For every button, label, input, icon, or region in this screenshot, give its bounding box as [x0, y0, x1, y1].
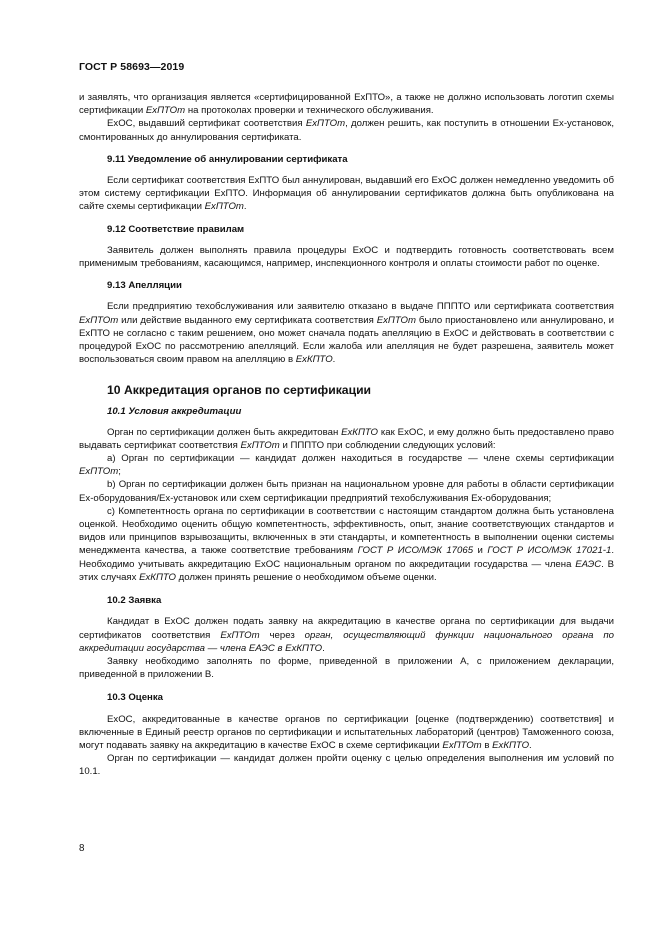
section-heading-10-1: 10.1 Условия аккредитации	[107, 406, 242, 418]
paragraph	[79, 174, 614, 214]
text-run-italic: ExКПТО	[139, 571, 177, 583]
text-run: .	[529, 739, 532, 751]
text-run-italic: ExПТОm	[204, 201, 244, 213]
text-run: a) Орган по сертификации — кандидат должен находиться в государстве — члене схемы сертификации	[107, 453, 614, 465]
text-run-italic: ЕАЭС	[575, 558, 602, 570]
text-run-italic: ExКПТО	[295, 354, 333, 366]
text-run: Орган по сертификации должен быть аккредитован	[107, 426, 342, 438]
text-run-italic: ExПТОm	[442, 739, 482, 751]
text-run-italic: ExКПТО	[341, 426, 379, 438]
paragraph	[79, 117, 614, 143]
list-item-c	[79, 505, 614, 584]
text-run: . В этих случаях	[79, 558, 615, 583]
text-run: .	[332, 354, 336, 366]
document-code-header: ГОСТ Р 58693—2019	[79, 61, 185, 73]
text-run-italic: ExПТОm	[305, 118, 346, 130]
text-run-italic: ГОСТ Р ИСО/МЭК 17021-1	[487, 545, 612, 557]
section-heading-10-3: 10.3 Оценка	[107, 692, 163, 704]
text-run: должен принять решение о необходимом объеме оценки.	[176, 571, 437, 583]
text-run-italic: ExПТОm	[79, 314, 119, 326]
text-run-italic: ExКПТО	[492, 739, 530, 751]
page-content	[79, 91, 614, 779]
text-run-italic: ExПТОm	[240, 439, 280, 451]
text-run: ExOC, выдавший сертификат соответствия	[107, 118, 306, 130]
text-run: ExOC, аккредитованные в качестве органов по сертификации [оценке (подтверждению) соответствия] и включенные в Единый реестр органов по сертификации и испытательных лабораторий (центров) Таможенного союза, могут подавать заявку на аккредитацию в качестве ExOC в схеме сертификации	[79, 713, 614, 751]
text-run: .	[322, 642, 325, 654]
text-run-italic: ExПТОm	[79, 466, 119, 478]
paragraph	[79, 426, 614, 452]
paragraph	[79, 300, 614, 366]
paragraph	[79, 91, 614, 117]
text-run-italic: ГОСТ Р ИСО/МЭК 17065	[357, 545, 474, 557]
text-run-italic: орган, осуществляющий функции национального органа по аккредитации государства — члена ЕАЭС в ExКПТО	[79, 629, 614, 654]
text-run: c) Компетентность органа по сертификации в соответствии с настоящим стандартом должна быть установлена оценкой. Необходимо оценить общую компетентность, эффективность, опыт, знание соответствующих стандартов и видов или принципов взрывозащиты, включенных в эти стандарты, и компетентность в выполнении оценки системы менеджмента качества, а также соответствие требованиям	[79, 505, 614, 557]
section-heading-10-2: 10.2 Заявка	[107, 595, 162, 607]
text-run: или действие выданного ему сертификата соответствия	[118, 314, 377, 326]
text-run-italic: ExПТОm	[145, 105, 186, 117]
list-item-a	[79, 452, 614, 478]
text-run-italic: ExПТОm	[220, 629, 260, 641]
text-run: как ExOC, и ему должно быть предоставлено право выдавать сертификат соответствия	[79, 426, 614, 451]
section-heading-9-12: 9.12 Соответствие правилам	[107, 223, 245, 235]
text-run: ;	[118, 466, 121, 478]
text-run: и	[473, 545, 488, 557]
paragraph	[79, 615, 614, 655]
text-run: Если сертификат соответствия ExПТО был аннулирован, выдавший его ExOC должен немедленно уведомить об этом систему сертификации ExПТО. Информация об аннулировании сертификатов должна быть опубликована на сайте схемы сертификации	[79, 175, 614, 213]
text-run: .	[243, 201, 247, 213]
text-run-italic: ExПТОm	[376, 314, 416, 326]
text-run: было приостановлено или аннулировано, и ExПТО не согласно с таким решением, оно может сначала подать апелляцию в ExOC и действовать в соответствии с процедурой ExOC по рассмотрению апелляций. Если жалоба или апелляция не будет разрешена, заявитель может воспользоваться своим правом на апелляцию в	[79, 314, 614, 366]
text-run: через	[259, 629, 305, 641]
text-run: и заявлять, что организация является «сертифицированной ExПТО», а также не должно использовать логотип схемы сертификации	[79, 92, 614, 117]
text-run: и ПППТО при соблюдении следующих условий:	[279, 439, 496, 451]
text-run: Кандидат в ExOC должен подать заявку на аккредитацию в качестве органа по сертификации для выдачи сертификатов соответствия	[79, 616, 614, 641]
section-heading-9-13: 9.13 Апелляции	[107, 280, 182, 292]
section-heading-10: 10 Аккредитация органов по сертификации	[107, 383, 372, 398]
list-item-b: b) Орган по сертификации должен быть признан на национальном уровне для работы в области сертификации Ex-оборудования/Ex-установок или схем сертификации предприятий техобслуживания Ex-оборудования;	[79, 479, 614, 504]
paragraph: Заявитель должен выполнять правила процедуры ExOC и подтвердить готовность соответствовать всем применимым требованиям, касающимся, например, инспекционного контроля и оплаты стоимости работ по оценке.	[79, 244, 614, 270]
paragraph	[79, 713, 614, 753]
text-run: . Необходимо учитывать аккредитацию ExOC национальным органом по аккредитации государства — члена	[79, 545, 614, 570]
text-run: , должен решить, как поступить в отношении Ex-установок, смонтированных до аннулирования сертификата.	[79, 118, 614, 143]
section-heading-9-11: 9.11 Уведомление об аннулировании сертификата	[107, 153, 348, 165]
page-number: 8	[79, 843, 85, 854]
paragraph: Орган по сертификации — кандидат должен пройти оценку с целью определения выполнения им условий по 10.1.	[79, 753, 614, 778]
text-run: Если предприятию техобслуживания или заявителю отказано в выдаче ПППТО или сертификата соответствия	[107, 301, 614, 313]
text-run: на протоколах проверки и технического обслуживания.	[185, 105, 434, 117]
text-run: в	[481, 739, 493, 751]
paragraph: Заявку необходимо заполнять по форме, приведенной в приложении А, с приложением декларации, приведенной в приложении В.	[79, 655, 614, 681]
